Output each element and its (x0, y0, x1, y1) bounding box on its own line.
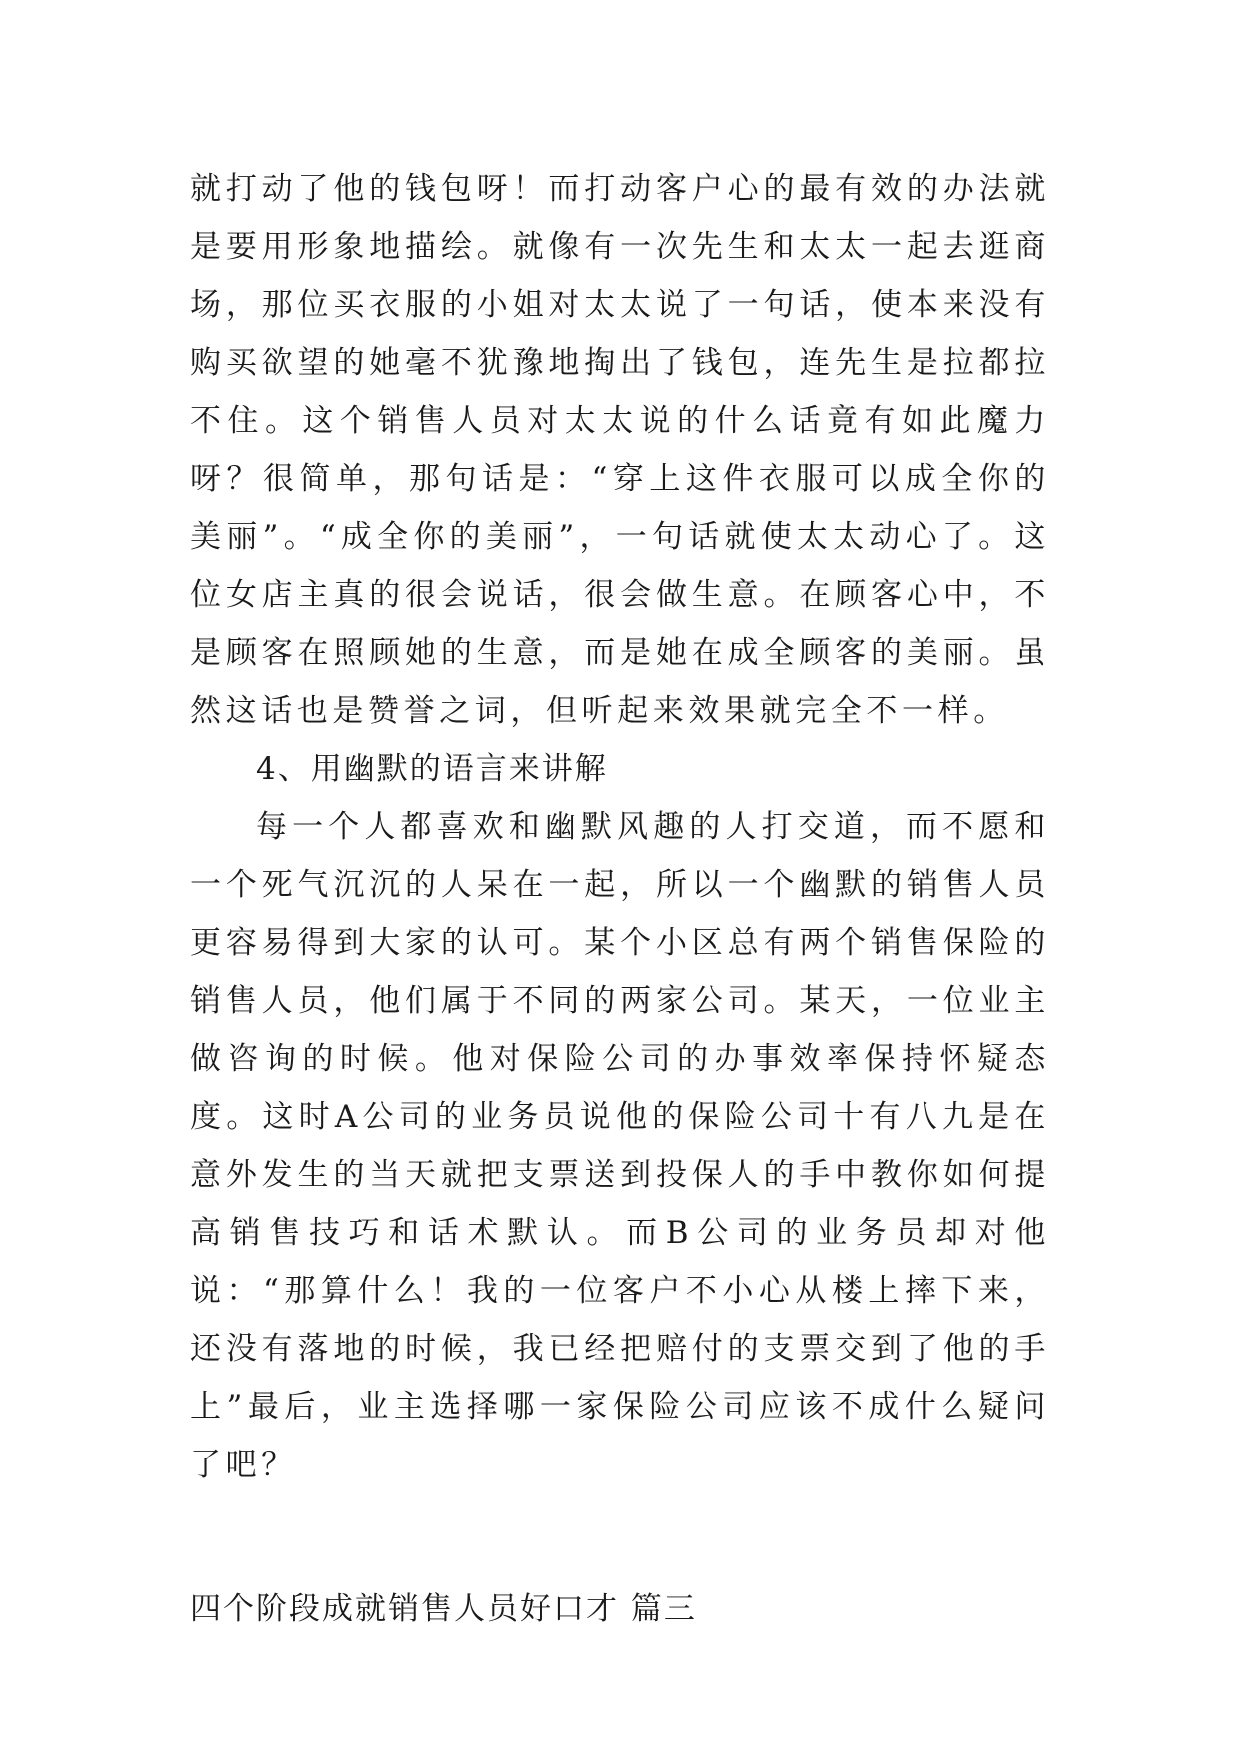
paragraph-continuation: 就打动了他的钱包呀！而打动客户心的最有效的办法就是要用形象地描绘。就像有一次先生和太太一起去逛商场，那位买衣服的小姐对太太说了一句话，使本来没有购买欲望的她毫不犹豫地掏出了钱包，连先生是拉都拉不住。这个销售人员对太太说的什么话竟有如此魔力呀？很简单，那句话是：“穿上这件衣服可以成全你的美丽”。“成全你的美丽”，一句话就使太太动心了。这位女店主真的很会说话，很会做生意。在顾客心中，不是顾客在照顾她的生意，而是她在成全顾客的美丽。虽然这话也是赞誉之词，但听起来效果就完全不一样。 (190, 171, 1050, 729)
section-title: 四个阶段成就销售人员好口才 篇三 (190, 1591, 697, 1627)
paragraph-humor-example: 每一个人都喜欢和幽默风趣的人打交道，而不愿和一个死气沉沉的人呆在一起，所以一个幽默的销售人员更容易得到大家的认可。某个小区总有两个销售保险的销售人员，他们属于不同的两家公司。某天，一位业主做咨询的时候。他对保险公司的办事效率保持怀疑态度。这时A公司的业务员说他的保险公司十有八九是在意外发生的当天就把支票送到投保人的手中教你如何提高销售技巧和话术默认。而B公司的业务员却对他说：“那算什么！我的一位客户不小心从楼上摔下来，还没有落地的时候，我已经把赔付的支票交到了他的手上”最后，业主选择哪一家保险公司应该不成什么疑问了吧？ (190, 809, 1050, 1483)
document-body (190, 160, 1050, 1638)
subheading-humor: 4、用幽默的语言来讲解 (256, 751, 608, 787)
